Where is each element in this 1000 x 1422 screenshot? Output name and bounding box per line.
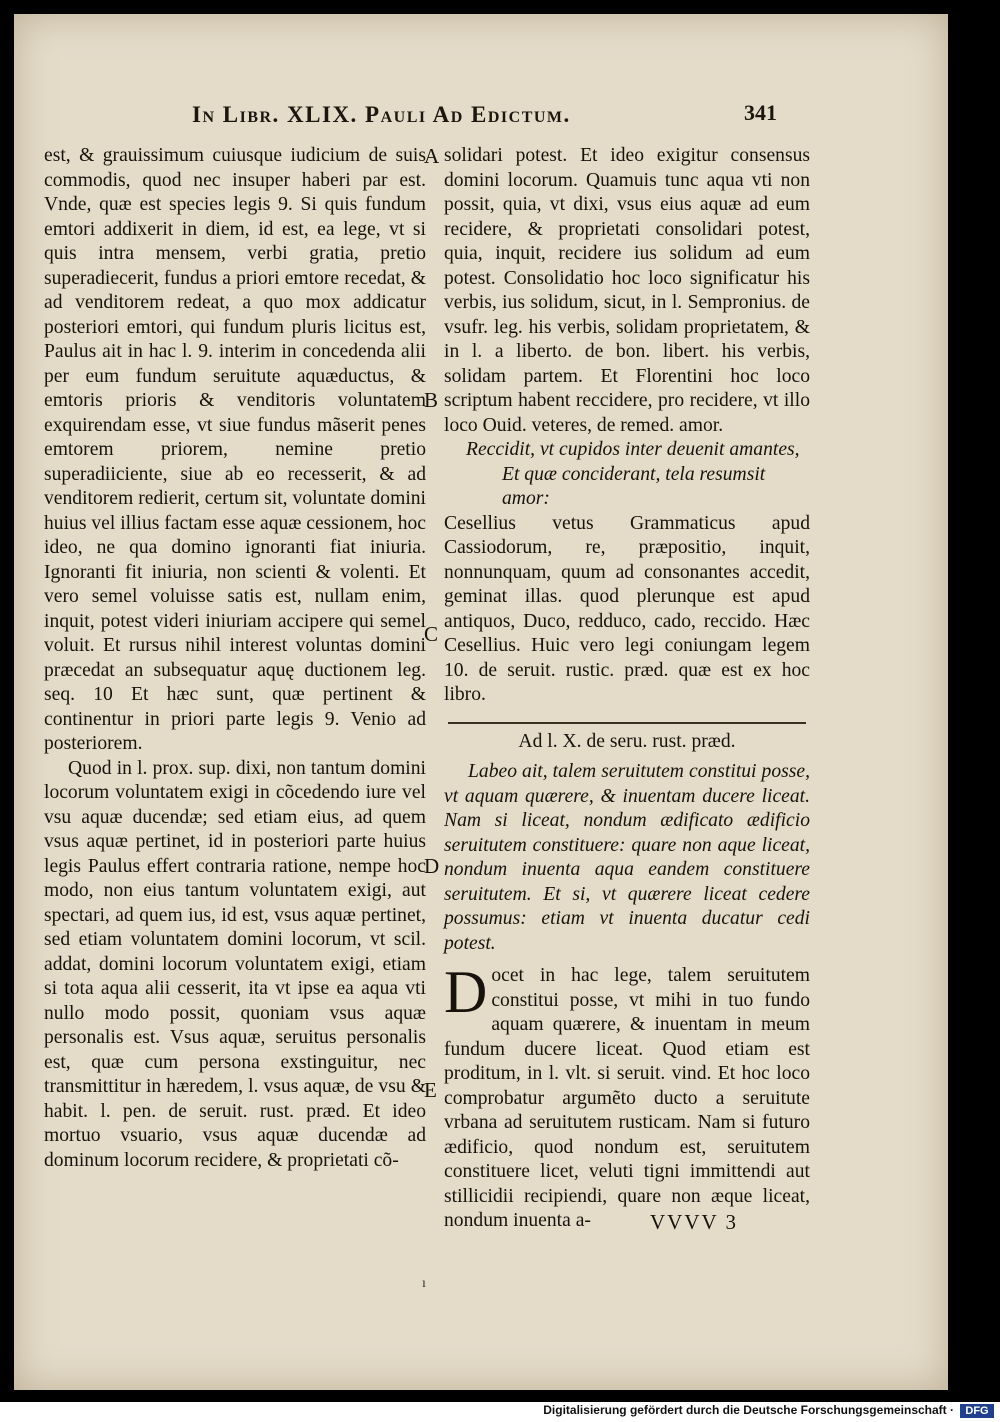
lex-text: Labeo ait, talem seruitutem constitui posse, vt aquam quærere, & inuentam ducere liceat. Nam si liceat, nondum ædificato ædificio seruitutem constituere: quare non aque liceat, nondum inuenta aqua eandem constituere seruitutem. Et si, vt quærere liceat cedere possumus: etiam vt inuenta ducatur cedi potest. [444,761,810,954]
margin-letter-d: D [424,854,440,878]
drop-cap: D [444,959,488,1025]
commentary-text: ocet in hac lege, talem seruitutem constitui posse, vt mihi in tuo fundo aquam quærere, & inuentam in meum fundum ducere liceat. Quod etiam est proditum, in l. vlt. si seruit. vind. Et hoc loco comprobatur argumẽto ducto a seruitute vrbana ad seruitutem rusticam. Nam si futuro ædificio, quod nondum est, seruitutem constituere licet, veluti tigni immittendi aut stillicidii recipiendi, quare non æque liceat, nondum inuenta a- [444,965,810,1231]
verse-line-1: Reccidit, vt cupidos inter deuenit amantes, [466,439,800,460]
margin-letter-a: A [424,144,440,168]
margin-letter-c: C [424,622,439,646]
catchword: VVVV 3 [650,1210,739,1234]
left-paragraph-1: est, & grauissimum cuiusque iudicium de suis commodis, quod nec insuper haberi par est. Vnde, quæ est species legis 9. Si quis fundum emtori addixerit in diem, id est, ea lege, vt si quis intra mensem, verbi gratia, pretio superadiecerit, fundus a priori emtore recedat, & ad venditorem redeat, a quo mox addicatur posteriori emtori, qui fundum pluris licitus est, Paulus ait in hac l. 9. interim in concedenda alii per eum fundum seruitute aquæductus, & emtoris prioris & venditoris voluntatem exquirendam esse, vt siue fundus mãserit penes emtorem priorem, nemine pretio superadiiciente, siue ab eo recesserit, & ad venditorem redierit, certum sit, voluntate domini huius vel illius factam esse aquæ cessionem, hoc ideo, ne qua domino ignoranti fiat iniuria. Ignoranti fit iniuria, non scienti & volenti. Et vero semel voluisse satis est, nullam enim, inquit, potest videri iniuriam accipere qui semel voluit. Et rursus nihil interest voluntas domini præcedat an subsequatur aquę ductionem leg. seq. 10 Et hæc sunt, quæ pertinent & continentur in priori parte legis 9. Venio ad posteriorem. [44,145,426,754]
page-number: 341 [744,100,777,125]
margin-letter-b: B [424,388,439,412]
right-paragraph-1: solidari potest. Et ideo exigitur consensus domini locorum. Quamuis tunc aqua vti non possit, quia, vt dixi, vsus eius aquæ ad eum recidere, & proprietati consolidari potest, quia, inquit, recidere ius solidum ad eum potest. Consolidatio hoc loco significatur his verbis, ius solidum, sicut, in l. Sempronius. de vsufr. leg. his verbis, solidam proprietatem, & in l. a liberto. de bon. libert. his verbis, solidam partem. Et Florentini hoc loco scriptum habent reccidere, pro recidere, vt illo loco Ouid. veteres, de remed. amor. [444,145,810,436]
left-paragraph-2: Quod in l. prox. sup. dixi, non tantum domini locorum voluntatem exigi in cõcedendo iure vel vsu aquæ ducendæ; sed etiam eius, ad quem vsus aquæ pertinet, id in posteriori parte huius legis Paulus effert contraria ratione, nempe hoc modo, non eius tantum voluntatem exigi, aut spectari, ad quem ius, id est, vsus aquæ pertinet, sed etiam voluntatem domini locorum, vt scil. addat, domini locorum voluntatem exigi, etiam si tota aqua alii cesserit, ita vt ipse ea aqua vti nullo modo possit, quoniam vsus aquæ personalis est. Vsus aquæ, seruitus personalis est, quæ cum persona exstinguitur, nec transmittitur in hæredem, l. vsus aquæ, de vsu & habit. l. pen. de seruit. rust. præd. Et ideo mortuo vsuario, vsus aquæ ducendæ ad dominum locorum recidere, & proprietati cõ- [44,757,426,1171]
commentary-paragraph [444,959,810,1234]
section-rule [448,722,806,724]
tick-mark-icon: ı [422,1276,426,1291]
book-page [14,14,948,1390]
footer-bar [0,1402,1000,1422]
verse-line-2: Et quæ conciderant, tela resumsit amor: [502,463,766,509]
verse-quote [444,438,810,512]
footer-text: Digitalisierung gefördert durch die Deutsche Forschungsgemeinschaft · [543,1403,954,1417]
scan-border [948,14,1000,1390]
right-paragraph-2: Cesellius vetus Grammaticus apud Cassiodorum, re, præpositio, inquit, nonnunquam, quum ad consonantes accedit, geminat illas. quod plerunque est apud antiquos, Duco, redduco, cado, reccido. Hæc Cesellius. Huic vero legi coniungam legem 10. de seruit. rustic. præd. quæ est ex hoc libro. [444,512,810,705]
dfg-logo-icon: DFG [960,1404,994,1418]
running-head: In Libr. XLIX. Pauli Ad Edictum. [192,102,571,127]
margin-letter-e: E [424,1078,437,1102]
section-heading: Ad l. X. de seru. rust. præd. [518,730,736,752]
right-column [444,144,810,1234]
left-column [44,144,426,1173]
